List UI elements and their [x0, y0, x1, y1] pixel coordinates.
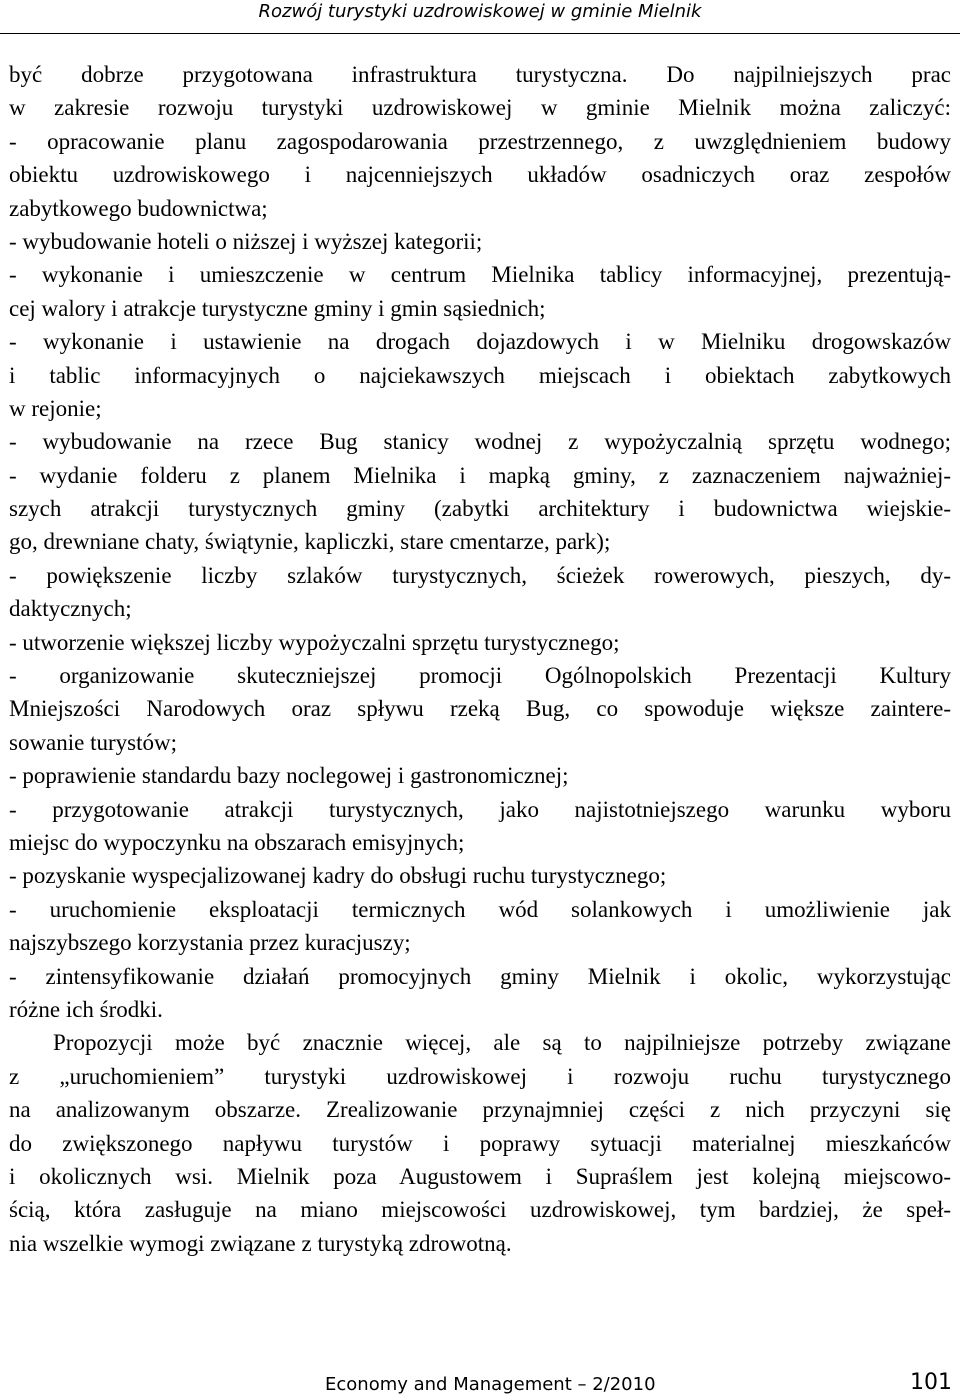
- text-line: - utworzenie większej liczby wypożyczalni sprzętu turystycznego;: [9, 629, 620, 655]
- text-line: zabytkowego budownictwa;: [9, 195, 268, 221]
- text-line: być dobrze przygotowana infrastruktura turystyczna. Do najpilniejszych prac: [9, 62, 951, 87]
- running-header: Rozwój turystyki uzdrowiskowej w gminie Mielnik: [0, 0, 960, 34]
- text-line: obiektu uzdrowiskowego i najcenniejszych układów osadniczych oraz zespołów: [9, 162, 951, 188]
- text-line: i tablic informacyjnych o najciekawszych miejscach i obiektach zabytkowych: [9, 362, 951, 388]
- text-line: - zintensyfikowanie działań promocyjnych gminy Mielnik i okolic, wykorzystując: [9, 963, 951, 989]
- text-line: - wykonanie i umieszczenie w centrum Mielnika tablicy informacyjnej, prezentują-: [9, 262, 951, 288]
- text-line: ścią, która zasługuje na miano miejscowości uzdrowiskowej, tym bardziej, że speł-: [9, 1197, 951, 1223]
- journal-citation: Economy and Management – 2/2010: [325, 1374, 656, 1395]
- text-line: daktycznych;: [9, 596, 132, 622]
- text-line: z „uruchomieniem” turystyki uzdrowiskowej i rozwoju ruchu turystycznego: [9, 1063, 951, 1089]
- text-line: i okolicznych wsi. Mielnik poza Augustowem i Supraślem jest kolejną miejscowo-: [9, 1163, 951, 1189]
- text-line: - przygotowanie atrakcji turystycznych, jako najistotniejszego warunku wyboru: [9, 796, 951, 822]
- page-number: 101: [910, 1370, 952, 1395]
- text-line: - organizowanie skuteczniejszej promocji Ogólnopolskich Prezentacji Kultury: [9, 663, 951, 689]
- text-line: - wybudowanie hoteli o niższej i wyższej kategorii;: [9, 228, 483, 254]
- text-line: sowanie turystów;: [9, 729, 178, 755]
- text-line: do zwiększonego napływu turystów i poprawy sytuacji materialnej mieszkańców: [9, 1130, 951, 1156]
- text-line: go, drewniane chaty, świątynie, kapliczki, stare cmentarze, park);: [9, 529, 611, 555]
- text-line: w rejonie;: [9, 395, 102, 421]
- text-line: - wykonanie i ustawienie na drogach dojazdowych i w Mielniku drogowskazów: [9, 329, 951, 355]
- text-line: najszybszego korzystania przez kuracjuszy;: [9, 930, 411, 956]
- text-line: różne ich środki.: [9, 996, 163, 1022]
- text-line: - powiększenie liczby szlaków turystycznych, ścieżek rowerowych, pieszych, dy-: [9, 562, 951, 588]
- text-line: - wybudowanie na rzece Bug stanicy wodnej z wypożyczalnią sprzętu wodnego;: [9, 429, 951, 455]
- text-line: na analizowanym obszarze. Zrealizowanie przynajmniej części z nich przyczyni się: [9, 1097, 951, 1123]
- text-line: nia wszelkie wymogi związane z turystyką zdrowotną.: [9, 1230, 512, 1256]
- text-line: w zakresie rozwoju turystyki uzdrowiskowej w gminie Mielnik można zaliczyć:: [9, 95, 951, 121]
- text-line: cej walory i atrakcje turystyczne gminy i gmin sąsiednich;: [9, 295, 546, 321]
- text-line: - uruchomienie eksploatacji termicznych wód solankowych i umożliwienie jak: [9, 896, 951, 922]
- text-line: - pozyskanie wyspecjalizowanej kadry do obsługi ruchu turystycznego;: [9, 863, 667, 889]
- text-line: szych atrakcji turystycznych gminy (zabytki architektury i budownictwa wiejskie-: [9, 496, 951, 522]
- text-line: miejsc do wypoczynku na obszarach emisyjnych;: [9, 829, 465, 855]
- text-line: - opracowanie planu zagospodarowania przestrzennego, z uwzględnieniem budowy: [9, 128, 951, 154]
- page-footer: [0, 1370, 960, 1398]
- body-text: [9, 58, 951, 1260]
- text-line: - poprawienie standardu bazy noclegowej i gastronomicznej;: [9, 763, 569, 789]
- text-line: Mniejszości Narodowych oraz spływu rzeką Bug, co spowoduje większe zaintere-: [9, 696, 951, 722]
- text-line: Propozycji może być znacznie więcej, ale są to najpilniejsze potrzeby związane: [53, 1030, 951, 1056]
- text-line: - wydanie folderu z planem Mielnika i mapką gminy, z zaznaczeniem najważniej-: [9, 462, 951, 488]
